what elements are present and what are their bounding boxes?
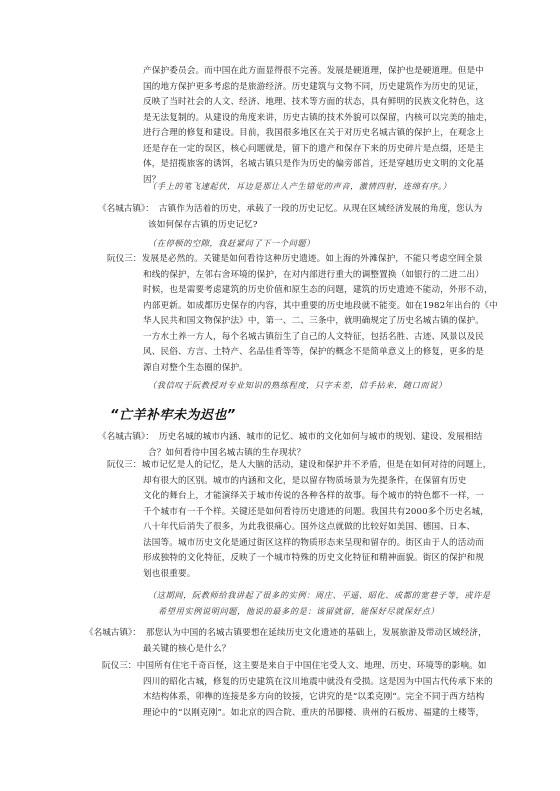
editor-note: （我信叹于阮教授对专业知识的熟练程度，只字未差，信手拈来，随口而说）	[148, 380, 447, 390]
answer-line: 风、民俗、方言、土特产、名品佳肴等等，保护的概念不是简单意义上的修复，更多的是	[143, 347, 485, 358]
section-heading: “亡羊补牢未为迟也”	[110, 408, 236, 423]
speaker-label: 《名城古镇》：	[85, 628, 141, 638]
answer-line: 华人民共和国文物保护法》中，第一、二、三条中，就明确规定了历史名城古镇的保护。	[143, 316, 485, 327]
answer-line: 古镇作为活着的历史，承载了一段的历史记忆。从现在区域经济发展的角度，您认为	[158, 204, 483, 214]
answer-line: 理论中的“以刚克刚”。如北京的四合院、重庆的吊脚楼、贵州的石板房、福建的土楼等，	[143, 707, 485, 718]
answer-line: 该如何保存古镇的历史记忆?	[148, 219, 258, 230]
speaker-label: 《名城古镇》：	[98, 204, 154, 214]
speaker-label: 《名城古镇》：	[98, 432, 154, 442]
paragraph-line: 体，是招揽旅客的诱饵，名城古镇只是作为历史的偏旁部首，还是穿越历史文明的文化基	[143, 159, 485, 170]
answer-line: 文化的舞台上，才能演绎关于城市传说的各种各样的故事。每个城市的特色都不一样，一	[143, 491, 485, 502]
speaker-label: 阮仪三：	[107, 460, 142, 470]
answer-line: 最关键的核心是什么？	[143, 643, 231, 654]
answer-line: 八十年代后消失了很多，为此我很痛心。国外这点就做的比较好如美国、德国、日本、	[143, 522, 476, 533]
answer-line: 历史名城的城市内涵、城市的记忆、城市的文化如何与城市的规划、建设、发展相结	[158, 432, 483, 442]
paragraph-line: 产保护委员会。而中国在此方面显得很不完善。发展是硬道理，保护也是硬道理。但是中	[143, 66, 485, 76]
speaker-label: 阮仪三：	[107, 254, 142, 264]
paragraph-line: 因？	[143, 174, 161, 185]
paragraph-line: 还是存在一定的误区，核心问题就是，留下的遗产和保存下来的历史碎片是点缀，还是主	[143, 143, 485, 154]
answer-line: 合？如何看待中国名城古镇的生存现状？	[148, 447, 306, 458]
speaker-label: 阮仪三：	[102, 661, 137, 671]
answer-line: 一方水土养一方人，每个名城古镇衍生了自己的人文特征，包括名胜、古迹、风景以及民	[143, 331, 485, 342]
editor-note: 希望用实例说明问题，他说的最多的是：该留就留，能保好尽就保好点）	[158, 606, 440, 616]
paragraph-line: 国的地方保护更多考虑的是旅游经济。历史建筑与文物不同，历史建筑作为历史的见证，	[143, 81, 485, 92]
answer-line: 千个城市有一千个样。关键还是如何看待历史遗迹的问题。我国共有2000多个历史名城，	[143, 506, 489, 517]
editor-note: （在停顿的空隙，我赶紧问了下一个问题）	[148, 238, 315, 248]
answer-line: 中国所有住宅千奇百怪，这主要是来自于中国住宅受人文、地理、历史、环境等的影响。如	[136, 661, 487, 671]
answer-line: 木结构体系，卯榫的连接是多方向的铰接，它讲究的是“以柔克刚”。完全不同于西方结构	[143, 692, 485, 703]
answer-line: 四川的昭化古城，修复的历史建筑在汶川地震中就没有受损。这是因为中国古代传承下来的	[143, 676, 493, 687]
answer-line: 内部更新。如成都历史保存的内容，其中重要的历史地段就不能变。如在1982年出台的《中	[143, 300, 498, 311]
answer-line: 时候，也是需要考虑建筑的历史价值和原生态的问题，建筑的历史遗迹不能动，外形不动，	[143, 285, 493, 296]
answer-line: 源自对整个生态圈的保护。	[143, 362, 248, 373]
editor-note: （这期间，阮教师给我讲起了很多的实例：周庄、平遥、昭化、成都的宽巷子等，或许是	[148, 590, 491, 600]
answer-line: 却有很大的区别。城市的内涵和文化，是以留存物质场景为先提条件，在保留有历史	[143, 475, 467, 486]
answer-line: 形成独特的文化特征，反映了一个城市特殊的历史文化特征和精神面貌。街区的保护和规	[143, 553, 485, 564]
answer-line: 城市记忆是人的记忆，是人大脑的活动，建设和保护并不矛盾，但是在如何对待的问题上，	[141, 460, 492, 470]
paragraph-line: 反映了当时社会的人文、经济、地理、技术等方面的状态，具有鲜明的民族文化特色，这	[143, 97, 485, 108]
answer-line: 那您认为中国的名城古镇要想在延续历史文化遗迹的基础上，发展旅游及带动区域经济，	[145, 628, 487, 638]
answer-line: 和线的保护，左邻右舍环境的保护，在对内部进行重大的调整置换（如银行的二进二出）	[143, 269, 485, 280]
answer-line: 划也很重要。	[143, 568, 196, 579]
editor-note: （手上的笔飞速起伏，耳边是那让人产生错觉的声音，激情四射，连绵有序。）	[148, 181, 452, 191]
paragraph-line: 进行合理的修复和建设。目前，我国很多地区在关于对历史名城古镇的保护上，在观念上	[143, 128, 485, 139]
answer-line: 发展是必然的。关键是如何看待这种历史遗迹。如上海的外滩保护，不能只考虑空间全景	[141, 254, 483, 264]
paragraph-line: 是无法复制的。从建设的角度来讲，历史古镇的技术外貌可以保留，内核可以完美的抽走，	[143, 112, 493, 123]
answer-line: 法国等。城市历史文化是通过街区这样的物质形态来呈现和留存的。街区由于人的活动而	[143, 537, 485, 548]
